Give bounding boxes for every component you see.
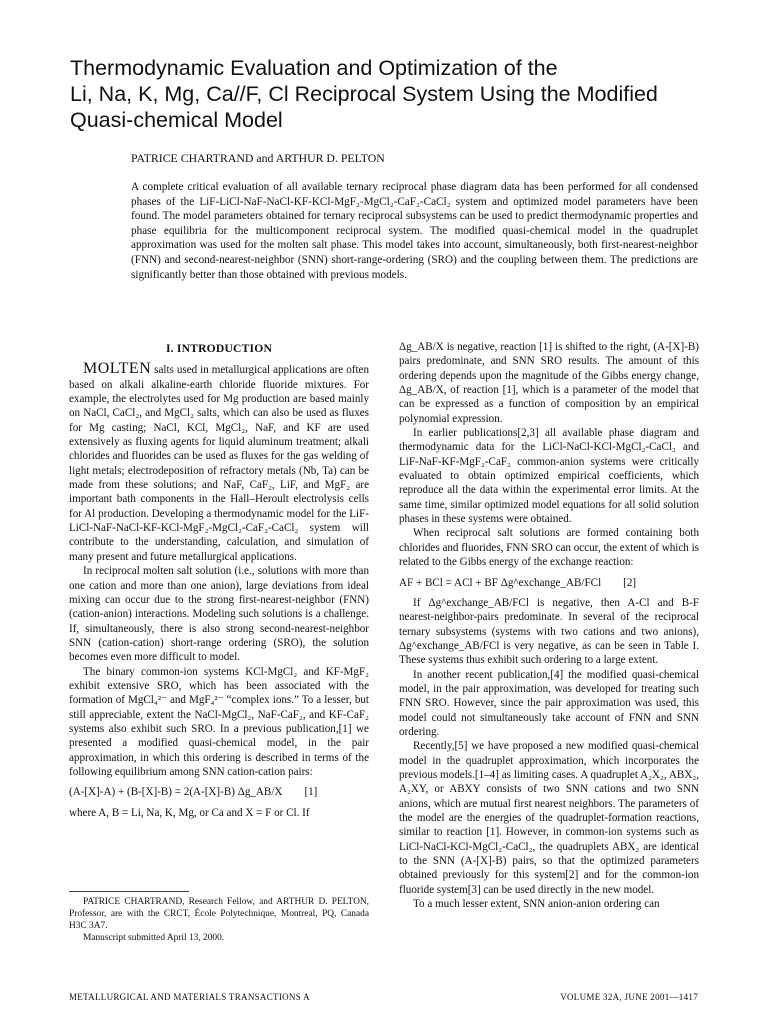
right-paragraph-4: If Δg^exchange_AB/FCl is negative, then A-Cl and B-F nearest-neighbor-pairs predominate. In several of the reciprocal ternary subsystems (systems with two cations and two anions), Δg^exchange_AB/FCl is very negative, as can be seen in Table I. These systems thus exhibit such ordering to a large extent. — [399, 596, 699, 667]
right-paragraph-5: In another recent publication,[4] the modified quasi-chemical model, in the pair approximation, was developed for treating such FNN SRO. However, since the pair approximation was used, this model could not simultaneously take account of FNN and SNN ordering. — [399, 668, 699, 738]
right-paragraph-3: When reciprocal salt solutions are formed containing both chlorides and fluorides, FNN SRO can occur, the extent of which is related to the Gibbs energy of the exchange reaction: — [399, 527, 699, 569]
volume-page-footer: VOLUME 32A, JUNE 2001—1417 — [560, 992, 698, 1002]
journal-name-footer: METALLURGICAL AND MATERIALS TRANSACTIONS A — [69, 992, 310, 1002]
footnote-rule — [69, 891, 189, 892]
abstract: A complete critical evaluation of all available ternary reciprocal phase diagram data has been performed for all condensed phases of the LiF-LiCl-NaF-NaCl-KF-KCl-MgF₂-MgCl₂-CaF₂-CaCl₂ system and optimized model parameters have been found. The model parameters obtained for ternary reciprocal subsystems can be used to predict thermodynamic properties and phase equilibria for the multicomponent reciprocal system. The modified quasi-chemical model in the quadruplet approximation was used for the molten salt phase. This model takes into account, simultaneously, both first-nearest-neighbor (FNN) and second-nearest-neighbor (SNN) short-range-ordering (SRO) and the coupling between them. The predictions are significantly better than those obtained with previous models. — [131, 181, 698, 281]
right-paragraph-6: Recently,[5] we have proposed a new modified quasi-chemical model in the quadruplet approximation, which incorporates the previous models.[1–4] as limiting cases. A quadruplet A₂X₂, ABX₂, A₂XY, or ABXY consists of two SNN cations and two SNN anions, which are mutual first nearest neighbors. The parameters of the model are the energies of the quadruplet-formation reactions, similar to reaction [1]. However, in common-ion systems such as LiCl-NaCl-KCl-MgCl₂-CaCl₂, the quadruplets ABX₂ are identical to the SNN (A-[X]-B) pairs, so that the optimized parameters obtained previously for this system[2] and for the common-ion fluoride system[3] can be used directly in the new model. — [399, 740, 699, 896]
intro-paragraph-4: where A, B = Li, Na, K, Mg, or Ca and X = F or Cl. If — [69, 806, 310, 819]
title-line-2: Li, Na, K, Mg, Ca//F, Cl Reciprocal System Using the Modified — [70, 82, 658, 106]
intro-paragraph-3: The binary common-ion systems KCl-MgCl₂ and KF-MgF₂ exhibit extensive SRO, which has been associated with the formation of MgCl₄²⁻ and MgF₄²⁻ “complex ions.” To a lesser, but still appreciable, extent the NaCl-MgCl₂, NaF-CaF₂, and KF-CaF₂ systems also exhibit such SRO. In a previous publication,[1] we presented a modified quasi-chemical model, in the pair approximation, in which this ordering is described in terms of the following equilibrium among SNN cation-cation pairs: — [69, 665, 369, 778]
section-heading: I. INTRODUCTION — [165, 342, 273, 355]
authors: PATRICE CHARTRAND and ARTHUR D. PELTON — [131, 151, 385, 165]
title-line-1: Thermodynamic Evaluation and Optimization of the — [70, 56, 558, 80]
intro-paragraph-2: In reciprocal molten salt solution (i.e., solutions with more than one cation and more than one anion), large deviations from ideal mixing can occur due to the strong first-nearest-neighbor (FNN) (cation-anion) interactions. Modeling such solutions is a challenge. If, simultaneously, there is also strong second-nearest-neighbor SNN (cation-cation) short-range ordering (SRO), the solution becomes even more difficult to model. — [69, 565, 369, 664]
equation-2-tag: [2] — [623, 576, 637, 589]
equation-1-tag: [1] — [304, 786, 318, 799]
intro-paragraph-1-text: salts used in metallurgical applications are often based on alkali alkaline-earth chloride fluoride mixtures. For example, the electrolytes used for Mg production are based mainly on NaCl, CaCl₂, and MgCl₂ salts, which can also be used as fluxes for Mg casting; NaCl, KCl, MgCl₂, NaF, and KF are used extensively as fluxing agents for liquid aluminum treatment; alkali chlorides and fluorides can be used as fluxes for the gas welding of light metals; electrodeposition of refractory metals (Nb, Ta) can be made from these solutions; and NaF, CaF₂, LiF, and MgF₂ are important bath components in the Hall–Heroult electrolysis cells for Al production. Developing a thermodynamic model for the LiF-LiCl-NaF-NaCl-KF-KCl-MgF₂-MgCl₂-CaF₂-CaCl₂ system will contribute to the understanding, calculation, and simulation of many present and future metallurgical applications. — [69, 364, 369, 563]
footnote-submission: Manuscript submitted April 13, 2000. — [83, 933, 225, 943]
right-column — [399, 340, 699, 911]
equation-2 — [399, 576, 699, 590]
right-paragraph-1: Δg_AB/X is negative, reaction [1] is shifted to the right, (A-[X]-B) pairs predominate, and SNN SRO results. The amount of this ordering depends upon the magnitude of the Gibbs energy change, Δg_AB/X, of reaction [1], which is a parameter of the model that can be expressed as a function of composition by an empirical polynomial expression. — [399, 341, 699, 425]
footnotes — [69, 896, 369, 944]
equation-1-body: (A-[X]-A) + (B-[X]-B) = 2(A-[X]-B) Δg_AB/X — [69, 786, 283, 799]
paper-title — [70, 55, 730, 133]
title-line-3: Quasi-chemical Model — [70, 108, 283, 132]
left-column — [69, 340, 369, 820]
drop-cap-word: MOLTEN — [83, 360, 152, 378]
equation-1 — [69, 785, 369, 799]
right-paragraph-7: To a much lesser extent, SNN anion-anion ordering can — [413, 898, 660, 911]
right-paragraph-2: In earlier publications[2,3] all available phase diagram and thermodynamic data for the LiCl-NaCl-KCl-MgCl₂-CaCl₂ and LiF-NaF-KF-MgF₂-CaF₂ common-anion systems were critically evaluated to obtain optimized empirical coefficients, which reproduce all the data within the experimental error limits. At the same time, similar optimized model equations for all solid solution phases in these systems were obtained. — [399, 427, 699, 526]
footnote-affiliation: PATRICE CHARTRAND, Research Fellow, and ARTHUR D. PELTON, Professor, are with the CRCT, École Polytechnique, Montreal, PQ, Canada H3C 3A7. — [69, 897, 369, 931]
equation-2-body: AF + BCl = ACl + BF Δg^exchange_AB/FCl — [399, 576, 602, 589]
intro-paragraph-1 — [69, 362, 369, 564]
